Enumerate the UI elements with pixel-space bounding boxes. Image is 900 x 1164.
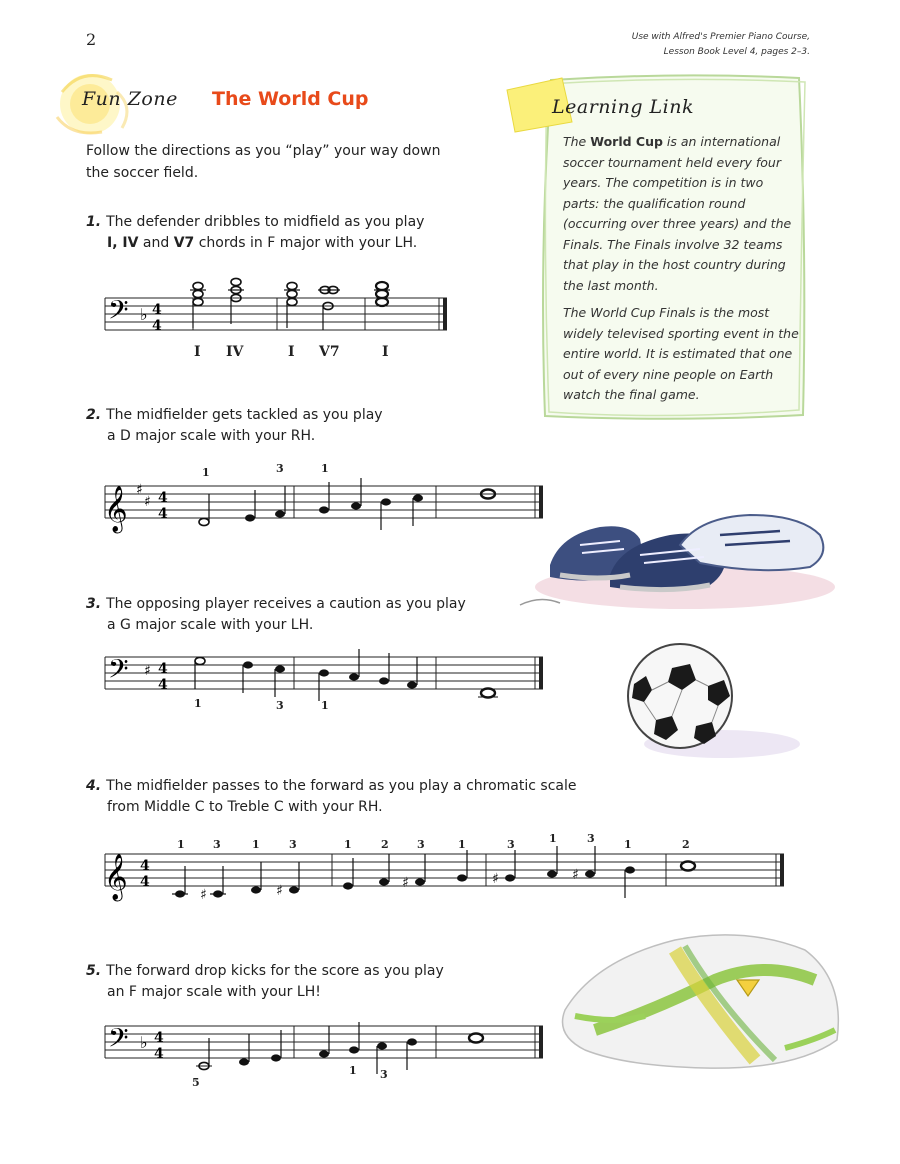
soccer-ball-illustration (622, 636, 802, 766)
staff-5 (100, 1014, 560, 1104)
flat-icon: ♭ (140, 305, 148, 324)
svg-text:4: 4 (154, 1030, 164, 1046)
fingering-number: 1 (549, 832, 557, 845)
bass-clef-icon: 𝄢 (108, 294, 129, 332)
fingering-number: 2 (682, 838, 690, 851)
bass-clef-icon: 𝄢 (108, 653, 129, 691)
step-1 (86, 212, 606, 254)
step-number: 2. (86, 407, 102, 423)
step-line-1: The defender dribbles to midfield as you play (106, 214, 425, 230)
svg-text:4: 4 (158, 490, 168, 506)
svg-text:♯: ♯ (402, 875, 409, 891)
learning-link-paragraph-2: The World Cup Finals is the most widely televised sporting event in the entire world. It is estimated that one out of every nine people on Earth watch the final game. (563, 305, 799, 402)
svg-text:4: 4 (140, 874, 150, 890)
sharp-icon: ♯ (144, 663, 151, 679)
fingering-number: 3 (276, 699, 284, 712)
step-5 (86, 961, 606, 1003)
fingering-number: 1 (624, 838, 632, 851)
fingering-number: 1 (349, 1064, 357, 1077)
svg-text:4: 4 (158, 661, 168, 677)
step-line-2: from Middle C to Treble C with your RH. (107, 799, 383, 815)
conj: and (138, 235, 174, 251)
svg-text:♯: ♯ (492, 871, 499, 887)
staff-4 (100, 832, 790, 912)
chord-label: IV (226, 344, 244, 360)
fingering-number: 3 (213, 838, 221, 851)
ll-p1-post: is an international soccer tournament held every four years. The competition is in two parts: the qualification round (occurring over three years) and the Finals. The Finals involve 32 teams that play in the host country during the last month. (563, 134, 792, 293)
svg-text:4: 4 (152, 318, 162, 334)
fingering-number: 3 (417, 838, 425, 851)
step-line-1: The opposing player receives a caution as you play (106, 596, 466, 612)
bass-clef-icon: 𝄢 (108, 1022, 129, 1060)
step-number: 4. (86, 778, 102, 794)
fingering-number: 1 (177, 838, 185, 851)
fingering-number: 2 (381, 838, 389, 851)
fingering-number: 3 (380, 1068, 388, 1081)
learning-link-title: Learning Link (552, 96, 694, 118)
fingering-number: 3 (289, 838, 297, 851)
step-line-1: The forward drop kicks for the score as you play (106, 963, 444, 979)
page-title: The World Cup (212, 88, 369, 110)
step-line-2: a G major scale with your LH. (107, 617, 314, 633)
chord-label: I (194, 344, 201, 360)
reference-line-2: Lesson Book Level 4, pages 2–3. (663, 47, 810, 57)
step-line-1: The midfielder passes to the forward as you play a chromatic scale (106, 778, 577, 794)
fingering-number: 1 (321, 462, 329, 475)
fingering-number: 1 (252, 838, 260, 851)
staff-3 (100, 645, 560, 725)
chord-v7: V7 (173, 235, 195, 251)
step-line-2: a D major scale with your RH. (107, 428, 316, 444)
fingering-number: 5 (192, 1076, 200, 1089)
svg-text:♯: ♯ (572, 867, 579, 883)
chord-label: V7 (319, 344, 340, 360)
svg-text:4: 4 (154, 1046, 164, 1062)
svg-text:♯: ♯ (276, 883, 283, 899)
staff-1 (100, 270, 460, 370)
fingering-number: 1 (194, 697, 202, 710)
ll-p1-bold: World Cup (590, 134, 663, 149)
flat-icon: ♭ (140, 1033, 148, 1052)
treble-clef-icon: 𝄞 (104, 486, 128, 532)
chord-label: I (382, 344, 389, 360)
staff-2 (100, 462, 560, 542)
chord-label: I (288, 344, 295, 360)
step-3 (86, 594, 606, 636)
fingering-number: 3 (507, 838, 515, 851)
step-4 (86, 776, 646, 818)
intro-text: Follow the directions as you “play” your way down the soccer field. (86, 143, 441, 181)
step-line-2: an F major scale with your LH! (107, 984, 321, 1000)
step-line-1: The midfielder gets tackled as you play (106, 407, 383, 423)
svg-text:4: 4 (140, 858, 150, 874)
fingering-number: 3 (276, 462, 284, 475)
step-number: 3. (86, 596, 102, 612)
page-number: 2 (86, 30, 97, 49)
fingering-number: 1 (202, 466, 210, 479)
step-number: 1. (86, 214, 102, 230)
sharp-icon: ♯ (136, 482, 143, 498)
step-number: 5. (86, 963, 102, 979)
sharp-icon: ♯ (144, 494, 151, 510)
chord-names: I, IV (107, 235, 139, 251)
fingering-number: 1 (321, 699, 329, 712)
ll-p1-pre: The (563, 134, 591, 149)
fun-zone-label: Fun Zone (82, 88, 178, 110)
rest: chords in F major with your LH. (194, 235, 418, 251)
reference-line-1: Use with Alfred's Premier Piano Course, (631, 32, 810, 42)
treble-clef-icon: 𝄞 (104, 854, 128, 900)
fingering-number: 3 (587, 832, 595, 845)
fingering-number: 1 (458, 838, 466, 851)
svg-text:4: 4 (152, 302, 162, 318)
svg-text:4: 4 (158, 677, 168, 693)
fingering-number: 1 (344, 838, 352, 851)
svg-text:4: 4 (158, 506, 168, 522)
svg-text:♯: ♯ (200, 887, 207, 903)
step-line-2 (86, 233, 606, 254)
step-2 (86, 405, 606, 447)
reference-note (580, 30, 810, 60)
